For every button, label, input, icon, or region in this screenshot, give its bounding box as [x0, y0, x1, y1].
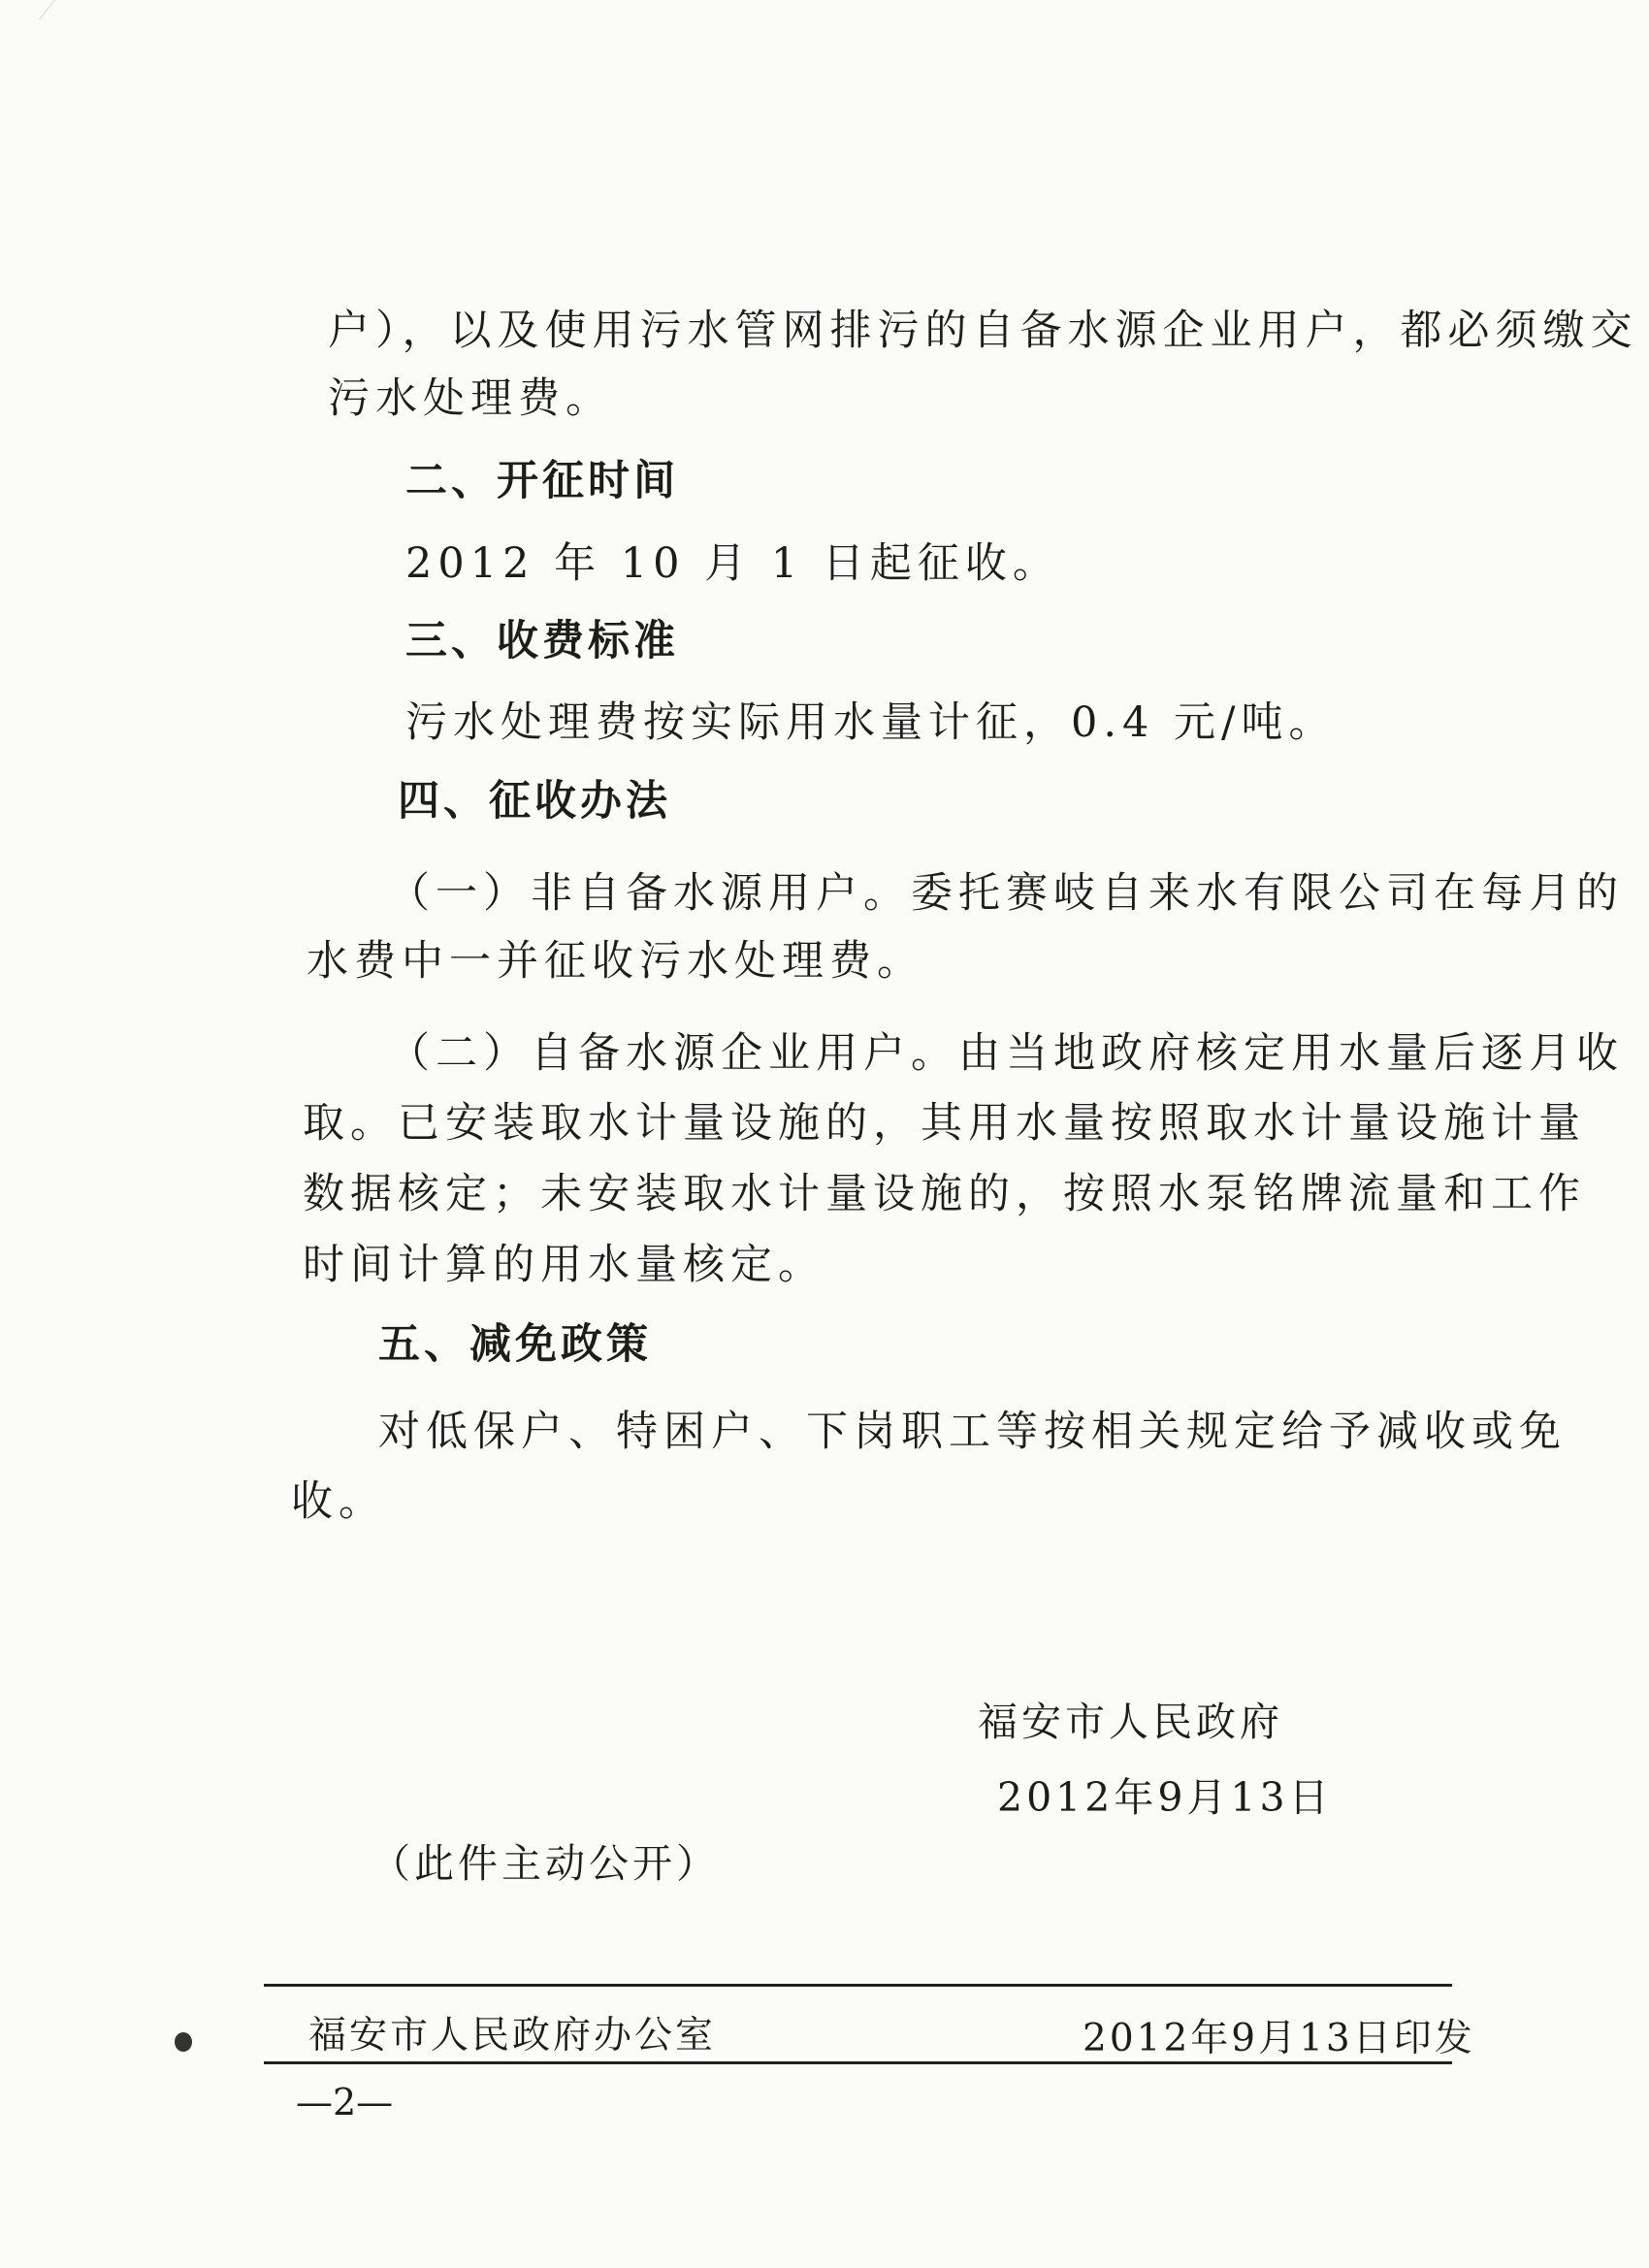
body-line-8: 取。已安装取水计量设施的，其用水量按照取水计量设施计量	[303, 1099, 1586, 1148]
issuer-name: 福安市人民政府	[978, 1699, 1283, 1745]
body-line-3: 2012 年 10 月 1 日起征收。	[405, 539, 1060, 588]
section-heading-5: 五、减免政策	[378, 1320, 652, 1369]
body-line-12: 收。	[291, 1477, 386, 1526]
footer-print-date: 2012年9月13日印发	[1083, 2017, 1475, 2060]
section-heading-4: 四、征收办法	[398, 777, 671, 826]
footer-bottom-rule	[264, 2061, 1452, 2064]
paper-crease	[39, 0, 231, 20]
body-line-5: （一）非自备水源用户。委托赛岐自来水有限公司在每月的	[388, 869, 1624, 918]
section-heading-2: 二、开征时间	[405, 457, 679, 505]
body-line-9: 数据核定；未安装取水计量设施的，按照水泵铭牌流量和工作	[303, 1170, 1586, 1218]
body-line-11: 对低保户、特困户、下岗职工等按相关规定给予减收或免	[378, 1408, 1567, 1456]
footer-office: 福安市人民政府办公室	[308, 2014, 717, 2057]
body-line-7: （二）自备水源企业用户。由当地政府核定用水量后逐月收	[388, 1029, 1624, 1078]
page-number: —2—	[296, 2081, 394, 2123]
footer-top-rule	[264, 1984, 1452, 1987]
body-line-6: 水费中一并征收污水处理费。	[307, 937, 924, 986]
disclosure-note: （此件主动公开）	[371, 1840, 720, 1887]
body-line-2: 污水处理费。	[328, 374, 613, 423]
body-line-4: 污水处理费按实际用水量计征，0.4 元/吨。	[405, 698, 1337, 747]
issue-date: 2012年9月13日	[997, 1774, 1333, 1821]
punch-hole-mark	[175, 2032, 192, 2052]
body-line-1: 户），以及使用污水管网排污的自备水源企业用户，都必须缴交	[328, 307, 1638, 355]
body-line-10: 时间计算的用水量核定。	[303, 1241, 825, 1289]
section-heading-3: 三、收费标准	[405, 617, 679, 665]
